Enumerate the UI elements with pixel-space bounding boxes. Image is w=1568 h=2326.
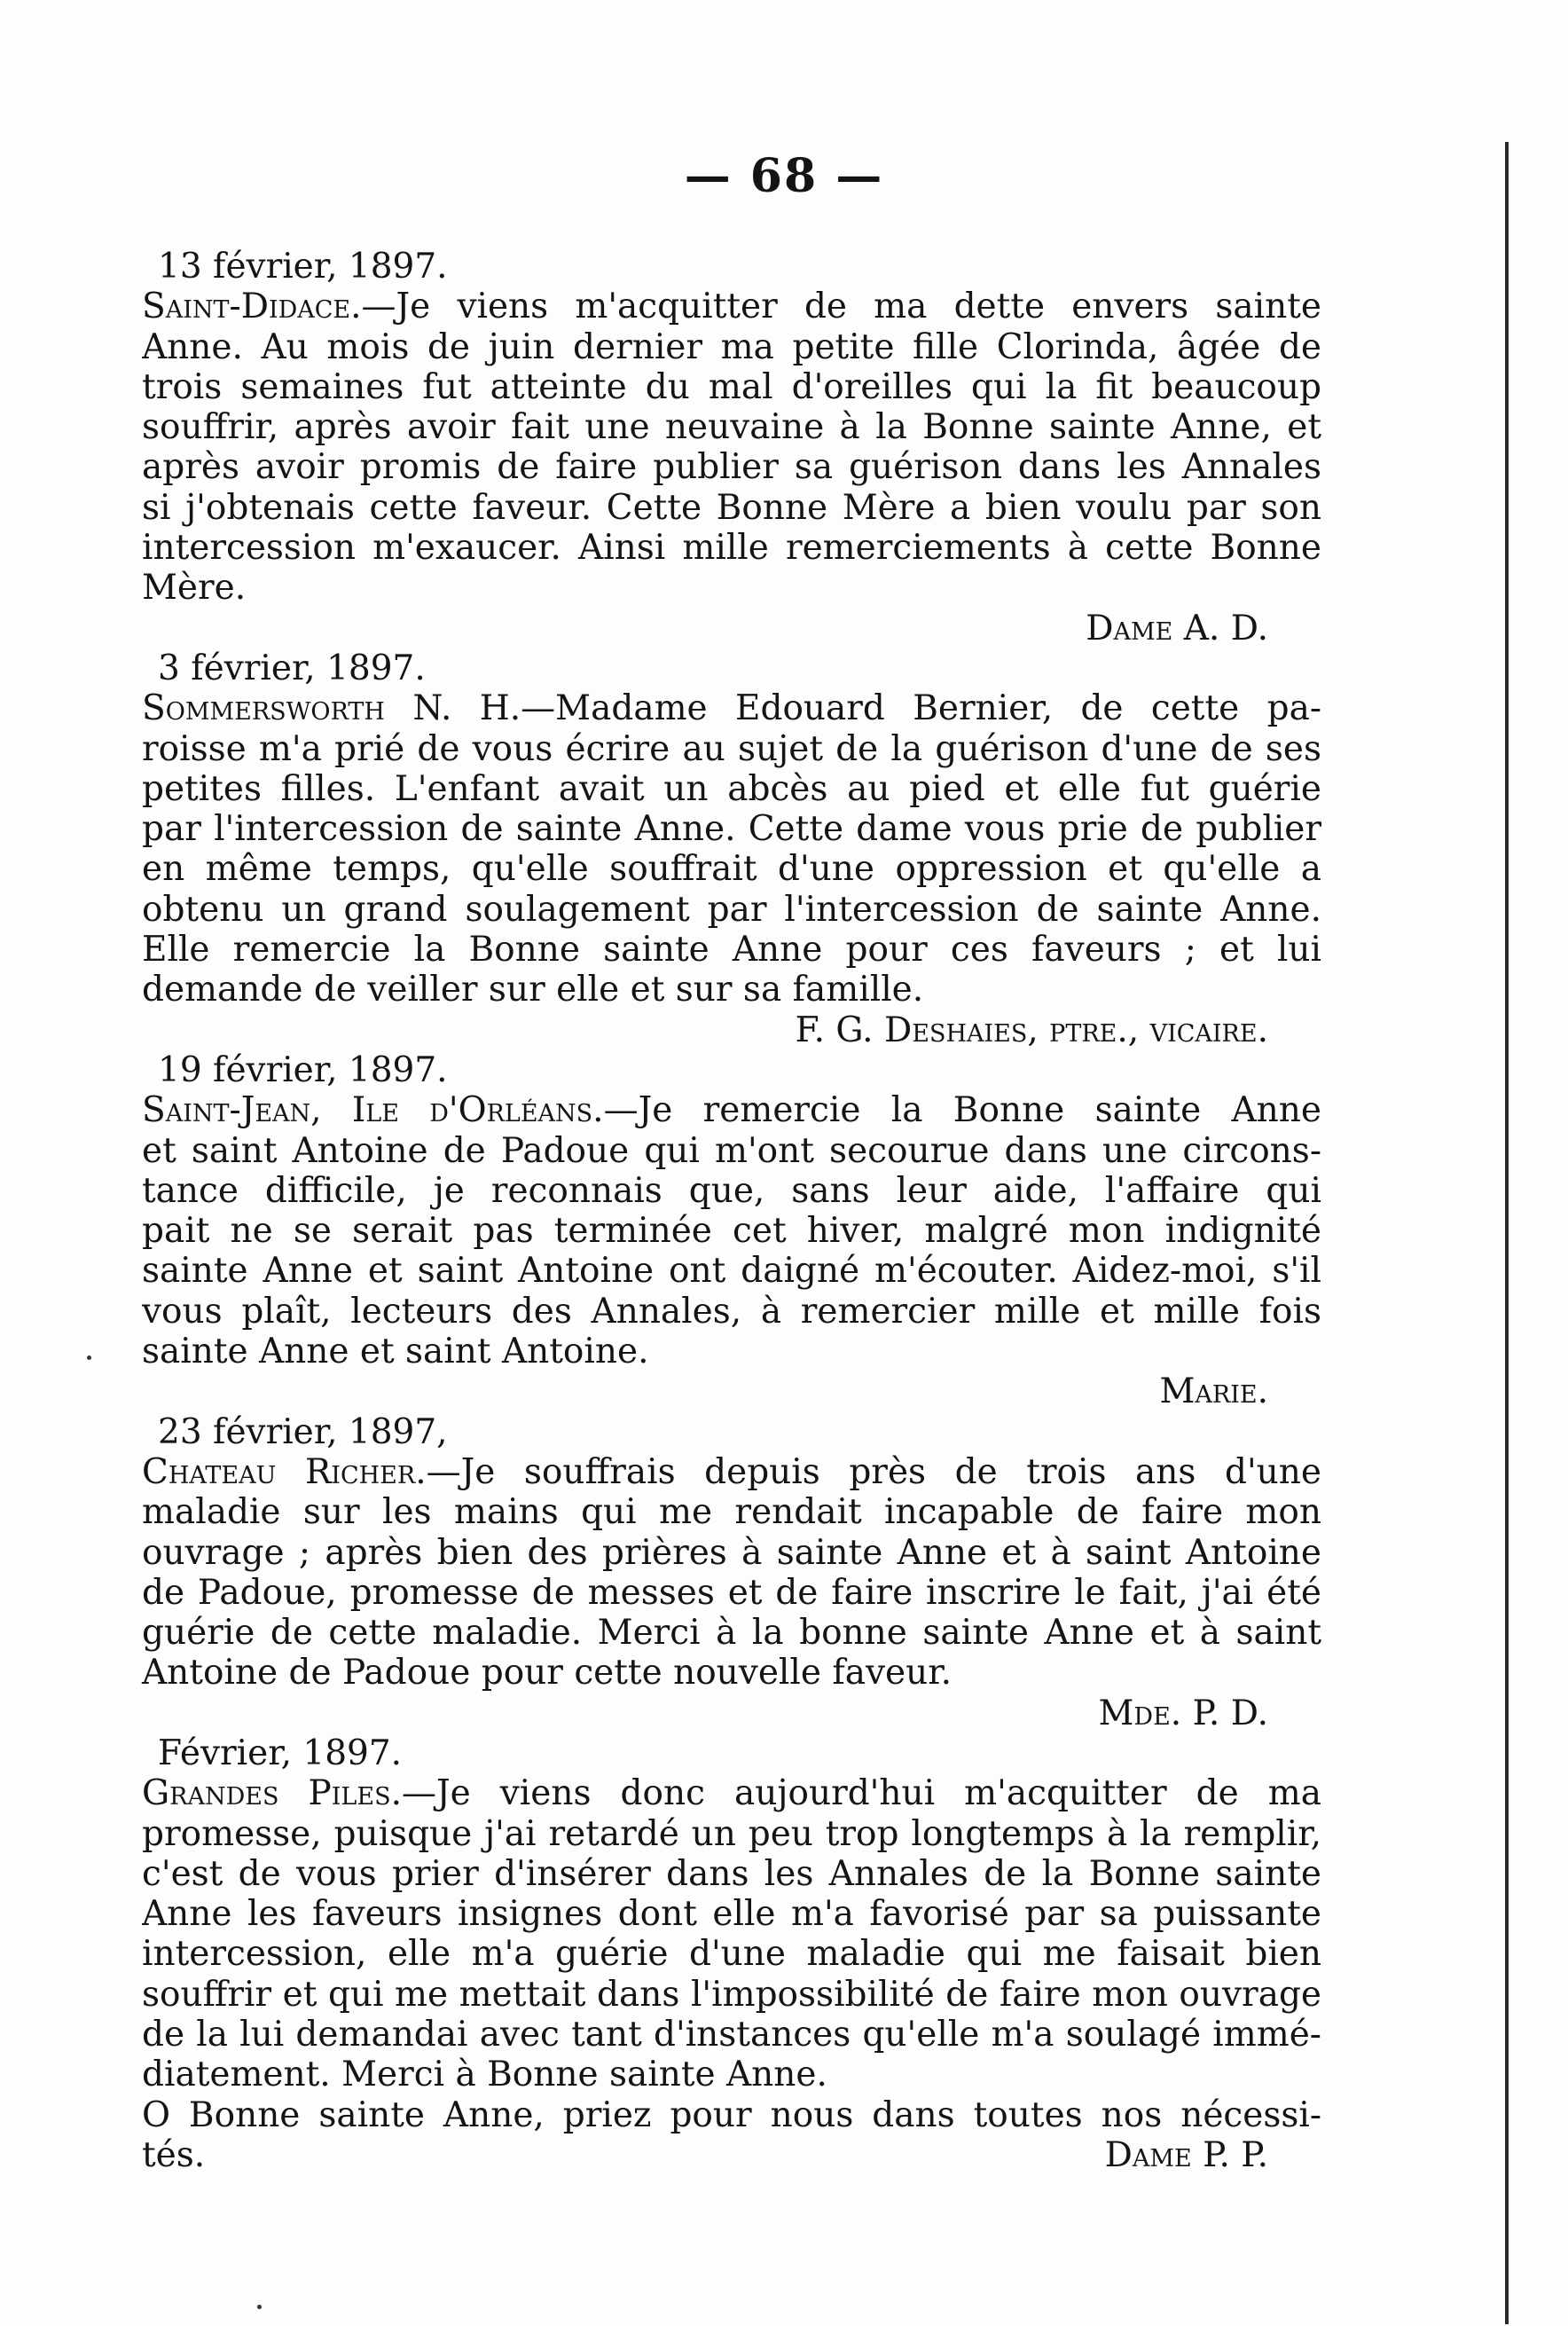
entry-line: Antoine de Padoue pour cette nouvelle faveur.	[142, 1653, 952, 1693]
signature: F. G. Deshaies, ptre., vicaire.	[795, 1010, 1268, 1050]
entry-date: Février, 1897.	[158, 1733, 403, 1773]
print-speck	[257, 2305, 262, 2309]
entry	[142, 1050, 1321, 1412]
entry-line	[142, 688, 1321, 728]
entry	[142, 247, 1321, 648]
entry-date: 19 février, 1897.	[158, 1049, 448, 1090]
place-name: Saint-Jean, Ile d'Orléans.	[142, 1090, 604, 1131]
entry-line: pait ne se serait pas terminée cet hiver, malgré mon indignité	[142, 1211, 1321, 1252]
entry-line	[142, 1090, 1321, 1130]
entry	[142, 1412, 1321, 1733]
entry-line: trois semaines fut atteinte du mal d'oreilles qui la fit beaucoup	[142, 366, 1321, 407]
entry-line: maladie sur les mains qui me rendait incapable de faire mon	[142, 1492, 1321, 1533]
entry-line: Mère.	[142, 568, 247, 609]
entry-line: Elle remercie la Bonne sainte Anne pour ces faveurs ; et lui	[142, 930, 1321, 970]
entry-line: Anne les faveurs insignes dont elle m'a favorisé par sa puissante	[142, 1894, 1321, 1935]
entry-date: 23 février, 1897,	[158, 1411, 448, 1452]
entry-line: Anne. Au mois de juin dernier ma petite fille Clorinda, âgée de	[142, 326, 1321, 367]
entry-line: roisse m'a prié de vous écrire au sujet de la guérison d'une de ses	[142, 728, 1321, 769]
entry-line: en même temps, qu'elle souffrait d'une oppression et qu'elle a	[142, 849, 1321, 890]
entry-line	[142, 287, 1321, 326]
article-body	[142, 247, 1321, 2175]
line-text: —Je viens donc aujourd'hui m'acquitter de ma	[401, 1773, 1321, 1814]
line-text: —Je viens m'acquitter de ma dette envers sainte	[361, 287, 1321, 327]
place-name: Saint-Didace.	[142, 287, 362, 327]
entry-line: tance difficile, je reconnais que, sans leur aide, l'affaire qui	[142, 1170, 1321, 1211]
entry-line: si j'obtenais cette faveur. Cette Bonne Mère a bien voulu par son	[142, 487, 1321, 528]
signature: Marie.	[1159, 1371, 1268, 1412]
entry-line: guérie de cette maladie. Merci à la bonne sainte Anne et à saint	[142, 1613, 1321, 1654]
entry-line: obtenu un grand soulagement par l'intercession de sainte Anne.	[142, 889, 1321, 930]
closing-text: tés.	[142, 2134, 206, 2175]
print-speck	[87, 1356, 91, 1360]
entry-line: O Bonne sainte Anne, priez pour nous dans toutes nos nécessi-	[142, 2094, 1321, 2135]
signature: Dame A. D.	[1086, 608, 1268, 648]
entry-line: intercession m'exaucer. Ainsi mille remerciements à cette Bonne	[142, 528, 1321, 569]
entry-line: c'est de vous prier d'insérer dans les Annales de la Bonne sainte	[142, 1853, 1321, 1894]
line-text: —Je remercie la Bonne sainte Anne	[603, 1090, 1321, 1131]
entry-line: ouvrage ; après bien des prières à sainte Anne et à saint Antoine	[142, 1532, 1321, 1573]
entry-line: petites filles. L'enfant avait un abcès au pied et elle fut guérie	[142, 768, 1321, 809]
place-name: Sommersworth N. H.	[142, 688, 521, 729]
entry-line: promesse, puisque j'ai retardé un peu trop longtemps à la remplir,	[142, 1813, 1321, 1854]
entry	[142, 648, 1321, 1050]
entry-line: de Padoue, promesse de messes et de faire inscrire le fait, j'ai été	[142, 1572, 1321, 1613]
closing-line	[142, 2135, 1321, 2175]
line-text: —Madame Edouard Bernier, de cette pa-	[521, 688, 1321, 729]
place-name: Chateau Richer.	[142, 1451, 427, 1492]
signature: Mde. P. D.	[1098, 1693, 1268, 1733]
entry-line: sainte Anne et saint Antoine.	[142, 1332, 649, 1372]
entry-line: souffrir, après avoir fait une neuvaine à la Bonne sainte Anne, et	[142, 407, 1321, 448]
entry-line: demande de veiller sur elle et sur sa famille.	[142, 970, 924, 1010]
entry	[142, 1733, 1321, 2175]
entry-line: souffrir et qui me mettait dans l'impossibilité de faire mon ouvrage	[142, 1974, 1321, 2015]
page-number: — 68 —	[684, 149, 884, 203]
signature: Dame P. P.	[1104, 2134, 1268, 2175]
entry-line	[142, 1452, 1321, 1492]
entry-line: et saint Antoine de Padoue qui m'ont secourue dans une circons-	[142, 1130, 1321, 1171]
entry-line: sainte Anne et saint Antoine ont daigné m'écouter. Aidez-moi, s'il	[142, 1251, 1321, 1292]
line-text: —Je souffrais depuis près de trois ans d'une	[426, 1451, 1321, 1492]
entry-line: diatement. Merci à Bonne sainte Anne.	[142, 2055, 827, 2095]
entry-line: intercession, elle m'a guérie d'une maladie qui me faisait bien	[142, 1934, 1321, 1975]
entry-line: par l'intercession de sainte Anne. Cette dame vous prie de publier	[142, 809, 1321, 850]
entry-line	[142, 1773, 1321, 1813]
page-edge-rule	[1505, 142, 1509, 2324]
entry-date: 13 février, 1897.	[158, 247, 448, 287]
entry-line: vous plaît, lecteurs des Annales, à remercier mille et mille fois	[142, 1291, 1321, 1332]
entry-line: après avoir promis de faire publier sa guérison dans les Annales	[142, 447, 1321, 488]
entry-date: 3 février, 1897.	[158, 648, 426, 688]
place-name: Grandes Piles.	[142, 1773, 402, 1814]
entry-line: de la lui demandai avec tant d'instances qu'elle m'a soulagé immé-	[142, 2015, 1321, 2055]
